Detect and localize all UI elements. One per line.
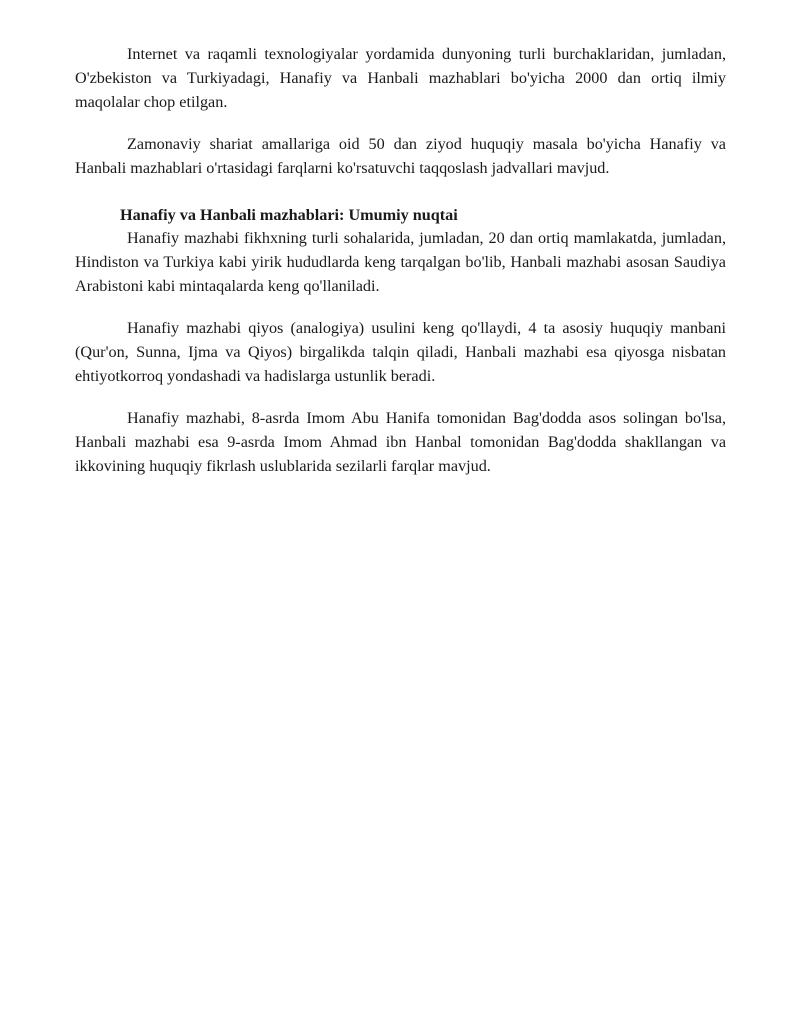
section-heading: Hanafiy va Hanbali mazhablari: Umumiy nuqtai [120,206,458,224]
paragraph-spread: Hanafiy mazhabi fikhxning turli sohalarida, jumladan, 20 dan ortiq mamlakatda, jumladan, Hindiston va Turkiya kabi yirik hududlarda keng tarqalgan bo'lib, Hanbali mazhabi asosan Saudiya Arabistoni kabi mintaqalarda keng qo'llaniladi. [75,229,726,295]
paragraph-history: Hanafiy mazhabi, 8-asrda Imom Abu Hanifa tomonidan Bag'dodda asos solingan bo'lsa, Hanbali mazhabi esa 9-asrda Imom Ahmad ibn Hanbal tomonidan Bag'dodda shakllangan va ikkovining huquqiy fikrlash uslublarida sezilarli farqlar mavjud. [75,409,726,475]
paragraph-comparison-tables: Zamonaviy shariat amallariga oid 50 dan ziyod huquqiy masala bo'yicha Hanafiy va Hanbali mazhablari o'rtasidagi farqlarni ko'rsatuvchi taqqoslash jadvallari mavjud. [75,135,726,177]
document-page [75,42,726,496]
paragraph-qiyos-method: Hanafiy mazhabi qiyos (analogiya) usulini keng qo'llaydi, 4 ta asosiy huquqiy manbani (Qur'on, Sunna, Ijma va Qiyos) birgalikda talqin qiladi, Hanbali mazhabi esa qiyosga nisbatan ehtiyotkorroq yondashadi va hadislarga ustunlik beradi. [75,319,726,385]
paragraph-internet-articles: Internet va raqamli texnologiyalar yordamida dunyoning turli burchaklaridan, jumladan, O'zbekiston va Turkiyadagi, Hanafiy va Hanbali mazhablari bo'yicha 2000 dan ortiq ilmiy maqolalar chop etilgan. [75,45,726,111]
